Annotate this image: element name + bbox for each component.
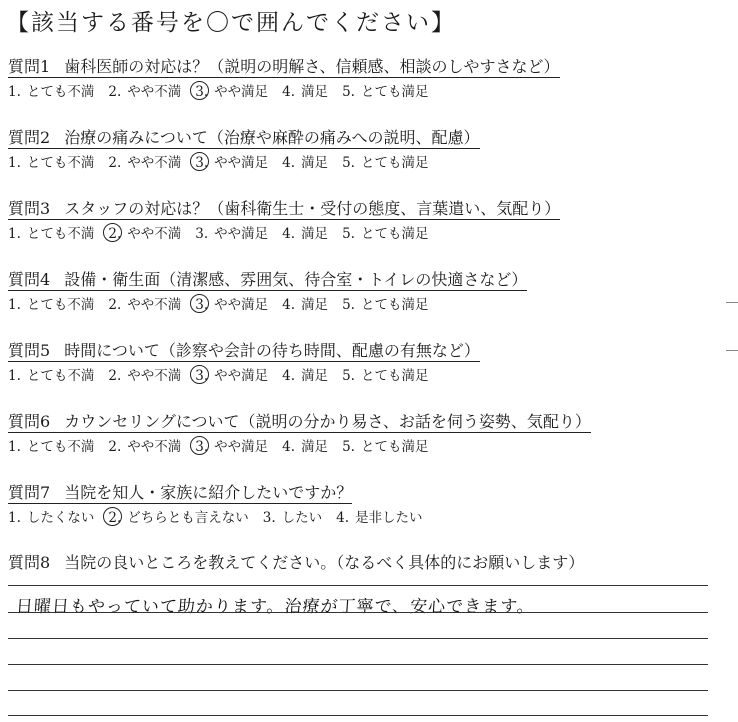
question-3-number: 質問3 <box>8 199 51 218</box>
question-3-text: スタッフの対応は？（歯科衛生士・受付の態度、言葉遣い、気配り） <box>64 199 561 218</box>
option-4[interactable] <box>282 224 328 244</box>
option-4[interactable] <box>282 295 328 315</box>
option-label: とても満足 <box>360 439 429 455</box>
option-label: やや満足 <box>214 155 269 171</box>
question-1-heading <box>8 57 560 78</box>
option-5[interactable] <box>342 82 428 102</box>
option-label: とても満足 <box>360 297 429 313</box>
question-1-title <box>8 56 560 78</box>
option-1[interactable] <box>8 437 94 457</box>
option-label: やや不満 <box>127 226 182 242</box>
option-number: 3. <box>195 439 209 455</box>
option-number: 5. <box>342 226 355 242</box>
option-label: やや不満 <box>127 439 182 455</box>
option-3[interactable] <box>195 224 268 244</box>
question-6-options <box>8 437 442 457</box>
answer-line-5 <box>8 690 708 691</box>
option-number: 4. <box>282 226 296 242</box>
option-number: 3. <box>262 510 276 526</box>
option-1[interactable] <box>8 153 94 173</box>
option-1[interactable] <box>8 508 94 528</box>
question-7-text: 当院を知人・家族に紹介したいですか？ <box>64 483 353 502</box>
option-number: 5. <box>342 155 355 171</box>
option-3[interactable] <box>195 295 268 315</box>
scan-edge-mark <box>726 302 738 303</box>
option-4[interactable] <box>336 508 422 528</box>
answer-line-1 <box>8 585 708 586</box>
option-5[interactable] <box>342 366 428 386</box>
question-5-options <box>8 366 442 386</box>
option-number: 4. <box>282 297 296 313</box>
option-4[interactable] <box>282 366 328 386</box>
option-5[interactable] <box>342 224 428 244</box>
option-2[interactable] <box>108 508 248 528</box>
option-number: 1. <box>8 439 21 455</box>
option-number: 1. <box>8 368 21 384</box>
option-2[interactable] <box>108 224 181 244</box>
question-8-number: 質問8 <box>8 553 51 572</box>
option-label: やや不満 <box>127 297 182 313</box>
option-label: したくない <box>26 510 95 526</box>
option-label: やや不満 <box>127 155 182 171</box>
answer-line-6 <box>8 715 708 716</box>
option-label: どちらとも言えない <box>127 510 249 526</box>
option-label: とても満足 <box>360 368 429 384</box>
option-label: やや満足 <box>214 368 269 384</box>
option-number: 3. <box>195 297 209 313</box>
question-2-options <box>8 153 442 173</box>
question-1-text: 歯科医師の対応は？（説明の明解さ、信頼感、相談のしやすさなど） <box>64 57 560 76</box>
option-4[interactable] <box>282 82 328 102</box>
option-number: 2. <box>108 368 122 384</box>
option-number: 1. <box>8 226 21 242</box>
option-number: 1. <box>8 155 21 171</box>
option-2[interactable] <box>108 295 181 315</box>
option-label: とても不満 <box>26 155 95 171</box>
option-1[interactable] <box>8 82 94 102</box>
question-6-number: 質問6 <box>8 412 51 431</box>
question-2-number: 質問2 <box>8 128 51 147</box>
option-number: 4. <box>282 439 296 455</box>
option-2[interactable] <box>108 366 181 386</box>
option-label: やや満足 <box>214 226 269 242</box>
option-3[interactable] <box>195 366 268 386</box>
option-2[interactable] <box>108 153 181 173</box>
question-2-text: 治療の痛みについて（治療や麻酔の痛みへの説明、配慮） <box>64 128 480 147</box>
option-3[interactable] <box>195 437 268 457</box>
question-1-number: 質問1 <box>8 57 51 76</box>
option-label: とても満足 <box>360 84 429 100</box>
option-number: 2. <box>108 155 122 171</box>
option-number: 5. <box>342 84 355 100</box>
option-number: 5. <box>342 439 355 455</box>
option-5[interactable] <box>342 295 428 315</box>
option-number: 3. <box>195 155 209 171</box>
option-label: とても不満 <box>26 439 95 455</box>
option-number: 1. <box>8 510 21 526</box>
option-number: 4. <box>282 84 296 100</box>
question-3-title <box>8 198 560 220</box>
option-number: 1. <box>8 297 21 313</box>
option-label: 満足 <box>301 297 329 313</box>
question-7-heading <box>8 483 352 504</box>
question-6-heading <box>8 412 591 433</box>
option-label: 満足 <box>301 155 329 171</box>
option-number: 2. <box>108 84 122 100</box>
question-6-text: カウンセリングについて（説明の分かり易さ、お話を伺う姿勢、気配り） <box>64 412 591 431</box>
option-2[interactable] <box>108 82 181 102</box>
instruction-header: 【該当する番号を〇で囲んでください】 <box>6 10 456 36</box>
question-4-heading <box>8 270 527 291</box>
option-label: 是非したい <box>355 510 423 526</box>
question-8-title <box>8 552 584 574</box>
option-number: 2. <box>108 297 122 313</box>
question-2-title <box>8 127 480 149</box>
option-label: 満足 <box>301 439 329 455</box>
option-number: 4. <box>336 510 350 526</box>
option-label: とても不満 <box>26 368 95 384</box>
option-label: やや不満 <box>127 368 182 384</box>
option-label: 満足 <box>301 368 329 384</box>
option-label: とても不満 <box>26 84 95 100</box>
answer-line-3 <box>8 638 708 639</box>
option-number: 1. <box>8 84 21 100</box>
option-label: やや不満 <box>127 84 182 100</box>
option-label: とても満足 <box>360 155 429 171</box>
scan-edge-mark <box>726 350 738 351</box>
option-number: 2. <box>108 510 122 526</box>
option-label: とても不満 <box>26 226 95 242</box>
option-number: 3. <box>195 368 209 384</box>
question-4-options <box>8 295 442 315</box>
option-number: 2. <box>108 439 122 455</box>
option-3[interactable] <box>195 153 268 173</box>
question-7-number: 質問7 <box>8 483 51 502</box>
option-number: 3. <box>195 84 209 100</box>
option-number: 3. <box>195 226 209 242</box>
option-number: 4. <box>282 368 296 384</box>
option-number: 2. <box>108 226 122 242</box>
option-label: やや満足 <box>214 297 269 313</box>
answer-line-2 <box>8 612 708 613</box>
option-label: やや満足 <box>214 439 269 455</box>
option-5[interactable] <box>342 437 428 457</box>
option-4[interactable] <box>282 437 328 457</box>
question-5-heading <box>8 341 480 362</box>
option-4[interactable] <box>282 153 328 173</box>
question-5-number: 質問5 <box>8 341 51 360</box>
question-1-options <box>8 82 442 102</box>
option-3[interactable] <box>195 82 268 102</box>
question-4-title <box>8 269 527 291</box>
option-number: 5. <box>342 368 355 384</box>
option-label: 満足 <box>301 84 329 100</box>
question-7-options <box>8 508 437 528</box>
handwritten-answer: 日曜日もやっていて助かります。治療が丁寧で、安心できます。 <box>15 597 536 617</box>
option-label: とても不満 <box>26 297 95 313</box>
option-5[interactable] <box>342 153 428 173</box>
question-3-options <box>8 224 442 244</box>
option-label: やや満足 <box>214 84 269 100</box>
option-1[interactable] <box>8 224 94 244</box>
option-1[interactable] <box>8 295 94 315</box>
option-1[interactable] <box>8 366 94 386</box>
option-number: 4. <box>282 155 296 171</box>
option-3[interactable] <box>263 508 322 528</box>
option-2[interactable] <box>108 437 181 457</box>
question-5-text: 時間について（診察や会計の待ち時間、配慮の有無など） <box>64 341 480 360</box>
question-4-number: 質問4 <box>8 270 51 289</box>
question-8-text: 当院の良いところを教えてください。（なるべく具体的にお願いします） <box>64 553 585 572</box>
question-5-title <box>8 340 480 362</box>
question-3-heading <box>8 199 560 220</box>
question-4-text: 設備・衛生面（清潔感、雰囲気、待合室・トイレの快適さなど） <box>64 270 528 289</box>
option-label: 満足 <box>301 226 329 242</box>
question-2-heading <box>8 128 480 149</box>
question-7-title <box>8 482 352 504</box>
option-label: とても満足 <box>360 226 429 242</box>
option-label: したい <box>281 510 323 526</box>
answer-line-4 <box>8 664 708 665</box>
option-number: 5. <box>342 297 355 313</box>
question-6-title <box>8 411 591 433</box>
